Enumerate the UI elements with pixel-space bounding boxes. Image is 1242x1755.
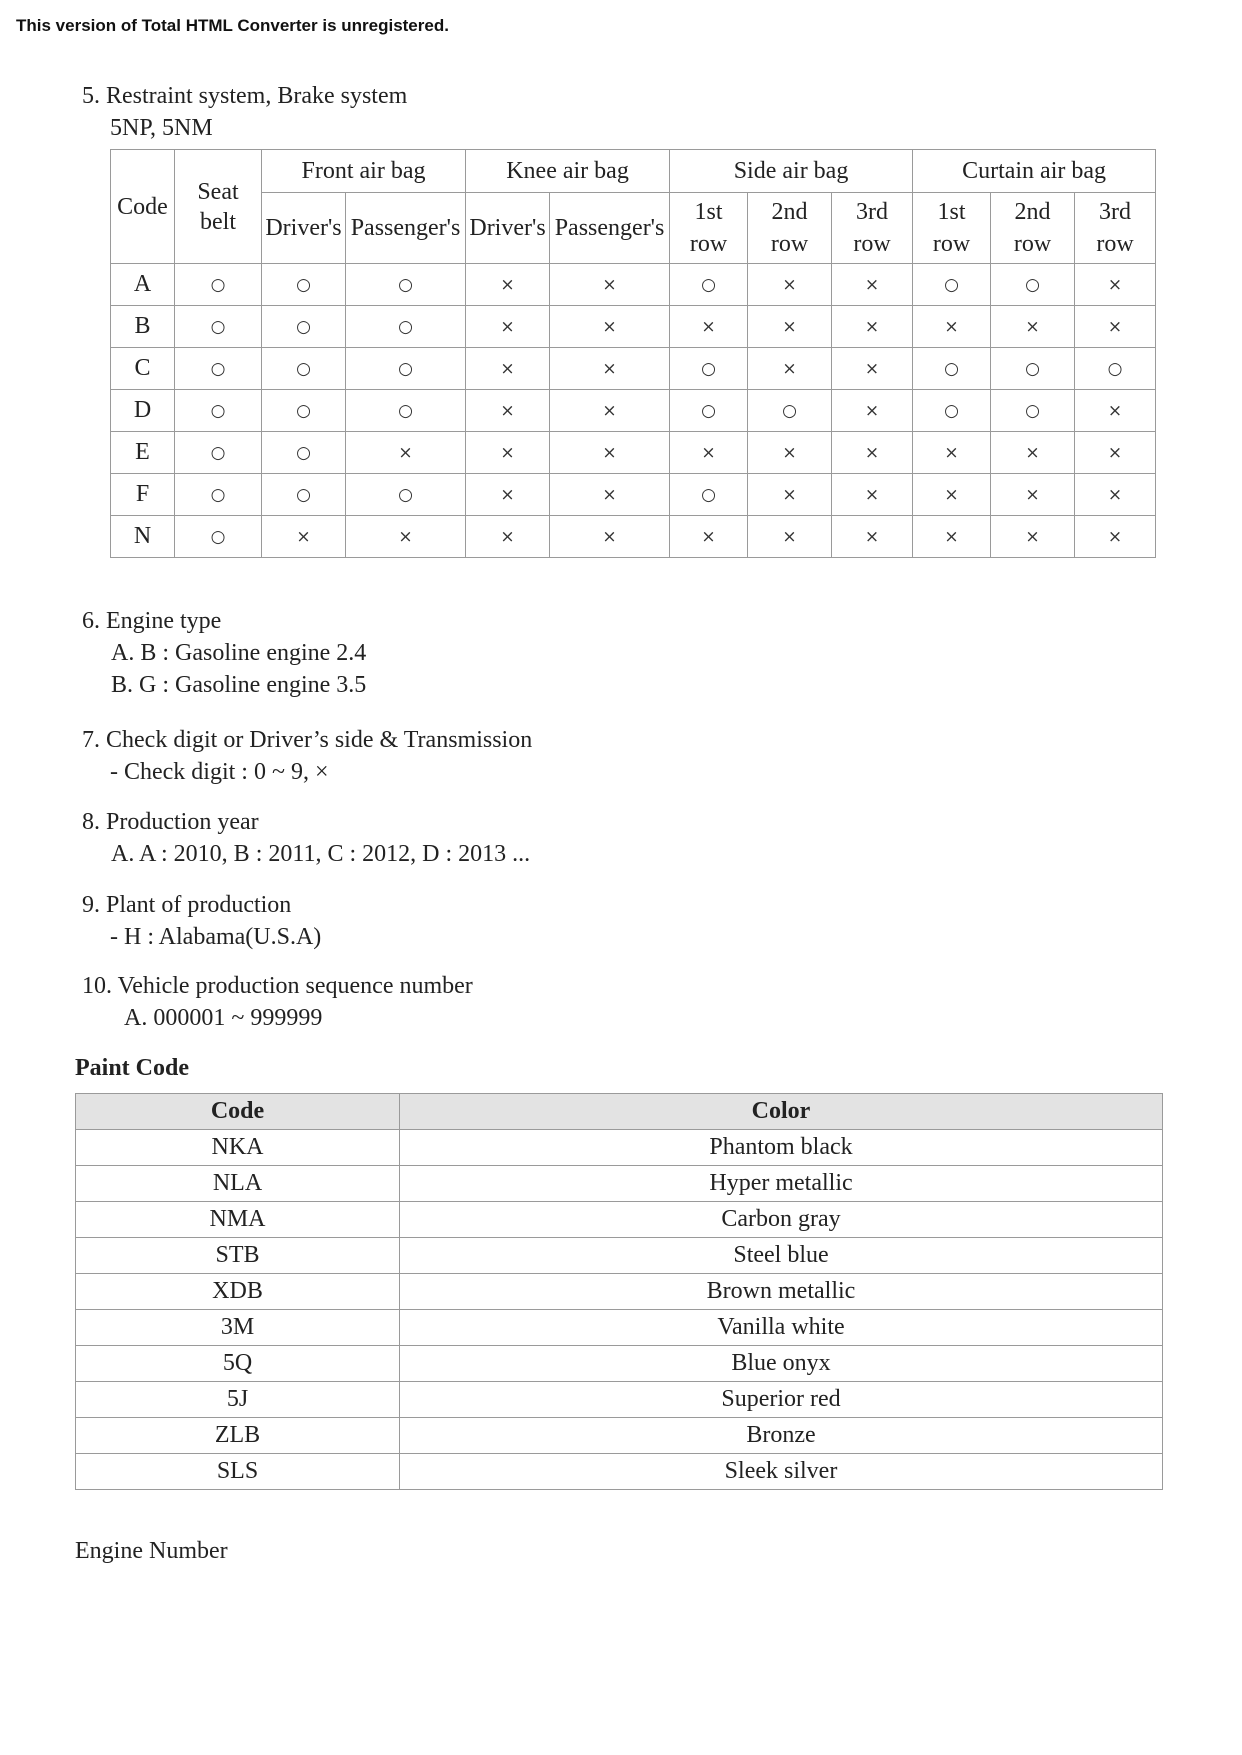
header-side-air-bag: Side air bag [670, 150, 913, 193]
cell: × [466, 264, 550, 306]
table-row [111, 264, 1156, 306]
section-7-number: 7. [82, 727, 100, 753]
paint-code-heading: Paint Code [75, 1055, 189, 1081]
row-code: E [111, 432, 175, 474]
cell: × [550, 306, 670, 348]
row-code: F [111, 474, 175, 516]
cell: ○ [262, 390, 346, 432]
paint-color: Phantom black [400, 1130, 1163, 1166]
header-front-air-bag: Front air bag [262, 150, 466, 193]
section-7 [82, 724, 532, 788]
cell: ○ [175, 264, 262, 306]
section-9-item: - H : Alabama(U.S.A) [110, 924, 322, 950]
section-10 [82, 970, 473, 1034]
cell: × [748, 474, 832, 516]
section-6-number: 6. [82, 608, 100, 634]
section-9-number: 9. [82, 892, 100, 918]
cell: ○ [175, 306, 262, 348]
section-5-number: 5. [82, 83, 100, 109]
cell: ○ [175, 390, 262, 432]
header-side-row-2: 2nd row [748, 193, 832, 264]
cell: × [1075, 516, 1156, 558]
cell: × [1075, 432, 1156, 474]
paint-code: 5J [76, 1382, 400, 1418]
section-8-item: A. A : 2010, B : 2011, C : 2012, D : 2013 ... [111, 841, 531, 867]
paint-color: Sleek silver [400, 1454, 1163, 1490]
cell: ○ [346, 474, 466, 516]
paint-code: XDB [76, 1274, 400, 1310]
paint-code: STB [76, 1238, 400, 1274]
paint-color: Blue onyx [400, 1346, 1163, 1382]
cell: ○ [346, 390, 466, 432]
paint-color: Superior red [400, 1382, 1163, 1418]
cell: × [670, 516, 748, 558]
section-5-models: 5NP, 5NM [110, 115, 213, 141]
cell: ○ [670, 390, 748, 432]
cell: × [991, 516, 1075, 558]
table-row [76, 1130, 1163, 1166]
row-code: N [111, 516, 175, 558]
unregistered-banner: This version of Total HTML Converter is unregistered. [16, 16, 449, 35]
cell: × [991, 306, 1075, 348]
cell: × [550, 432, 670, 474]
section-10-item: A. 000001 ~ 999999 [124, 1005, 323, 1031]
table-row [111, 516, 1156, 558]
paint-code: SLS [76, 1454, 400, 1490]
cell: ○ [670, 348, 748, 390]
paint-color: Bronze [400, 1418, 1163, 1454]
paint-code: 3M [76, 1310, 400, 1346]
cell: ○ [913, 390, 991, 432]
cell: × [1075, 474, 1156, 516]
header-curtain-row-3: 3rd row [1075, 193, 1156, 264]
header-side-row-3: 3rd row [832, 193, 913, 264]
cell: × [1075, 306, 1156, 348]
cell: ○ [262, 432, 346, 474]
header-side-row-1: 1st row [670, 193, 748, 264]
cell: × [346, 516, 466, 558]
cell: ○ [991, 348, 1075, 390]
cell: × [1075, 264, 1156, 306]
cell: ○ [346, 264, 466, 306]
section-10-number: 10. [82, 973, 112, 999]
cell: ○ [748, 390, 832, 432]
cell: × [550, 474, 670, 516]
section-9-title: Plant of production [106, 892, 292, 918]
header-front-passengers: Passenger's [346, 193, 466, 264]
cell: × [466, 474, 550, 516]
restraint-system-table [110, 149, 1156, 558]
cell: × [1075, 390, 1156, 432]
paint-color: Steel blue [400, 1238, 1163, 1274]
header-seat-belt: Seat belt [175, 150, 262, 264]
section-8-title: Production year [106, 809, 259, 835]
cell: × [832, 348, 913, 390]
cell: × [913, 474, 991, 516]
section-10-title: Vehicle production sequence number [117, 973, 473, 999]
cell: ○ [991, 390, 1075, 432]
table-row [76, 1418, 1163, 1454]
cell: × [832, 432, 913, 474]
cell: ○ [346, 348, 466, 390]
cell: × [748, 516, 832, 558]
section-9 [82, 889, 321, 953]
cell: ○ [262, 306, 346, 348]
cell: × [832, 306, 913, 348]
header-knee-passengers: Passenger's [550, 193, 670, 264]
table-row [76, 1310, 1163, 1346]
row-code: C [111, 348, 175, 390]
header-front-drivers: Driver's [262, 193, 346, 264]
section-7-title: Check digit or Driver’s side & Transmission [106, 727, 533, 753]
cell: ○ [262, 474, 346, 516]
cell: × [346, 432, 466, 474]
table-row [76, 1382, 1163, 1418]
cell: × [466, 348, 550, 390]
cell: × [913, 432, 991, 474]
header-code: Code [76, 1094, 400, 1130]
section-5 [82, 80, 407, 144]
cell: × [262, 516, 346, 558]
cell: ○ [991, 264, 1075, 306]
table-row [76, 1166, 1163, 1202]
table-row [111, 474, 1156, 516]
paint-color: Brown metallic [400, 1274, 1163, 1310]
cell: × [466, 306, 550, 348]
table-row [76, 1202, 1163, 1238]
section-6-item: B. G : Gasoline engine 3.5 [111, 672, 367, 698]
engine-number-heading: Engine Number [75, 1538, 228, 1564]
cell: ○ [670, 474, 748, 516]
header-curtain-air-bag: Curtain air bag [913, 150, 1156, 193]
header-color: Color [400, 1094, 1163, 1130]
cell: × [913, 306, 991, 348]
section-6-title: Engine type [106, 608, 222, 634]
section-7-item: - Check digit : 0 ~ 9, × [110, 759, 329, 785]
cell: × [913, 516, 991, 558]
header-code: Code [111, 150, 175, 264]
section-6-item: A. B : Gasoline engine 2.4 [111, 640, 367, 666]
table-row [111, 432, 1156, 474]
cell: × [748, 264, 832, 306]
paint-code: ZLB [76, 1418, 400, 1454]
paint-color: Hyper metallic [400, 1166, 1163, 1202]
paint-color: Carbon gray [400, 1202, 1163, 1238]
cell: ○ [262, 264, 346, 306]
cell: ○ [175, 348, 262, 390]
cell: × [670, 432, 748, 474]
paint-color: Vanilla white [400, 1310, 1163, 1346]
header-curtain-row-1: 1st row [913, 193, 991, 264]
cell: ○ [262, 348, 346, 390]
cell: × [550, 348, 670, 390]
header-knee-drivers: Driver's [466, 193, 550, 264]
paint-code: NKA [76, 1130, 400, 1166]
cell: × [832, 516, 913, 558]
cell: × [550, 516, 670, 558]
table-row [76, 1454, 1163, 1490]
table-row [111, 348, 1156, 390]
cell: × [550, 264, 670, 306]
cell: × [748, 306, 832, 348]
cell: ○ [175, 474, 262, 516]
cell: ○ [913, 264, 991, 306]
paint-code-table [75, 1093, 1163, 1490]
cell: ○ [670, 264, 748, 306]
table-row [76, 1346, 1163, 1382]
cell: × [832, 390, 913, 432]
row-code: D [111, 390, 175, 432]
paint-code: NMA [76, 1202, 400, 1238]
cell: × [991, 474, 1075, 516]
cell: ○ [1075, 348, 1156, 390]
cell: × [466, 516, 550, 558]
cell: × [748, 432, 832, 474]
cell: × [550, 390, 670, 432]
table-row [76, 1274, 1163, 1310]
table-row [76, 1238, 1163, 1274]
cell: × [832, 474, 913, 516]
cell: × [991, 432, 1075, 474]
row-code: B [111, 306, 175, 348]
section-8 [82, 806, 530, 870]
section-8-number: 8. [82, 809, 100, 835]
cell: × [832, 264, 913, 306]
cell: × [466, 432, 550, 474]
cell: × [670, 306, 748, 348]
cell: ○ [346, 306, 466, 348]
cell: × [466, 390, 550, 432]
paint-code: 5Q [76, 1346, 400, 1382]
section-5-title: Restraint system, Brake system [106, 83, 408, 109]
table-row [111, 306, 1156, 348]
cell: × [748, 348, 832, 390]
cell: ○ [913, 348, 991, 390]
table-row [111, 390, 1156, 432]
cell: ○ [175, 516, 262, 558]
cell: ○ [175, 432, 262, 474]
row-code: A [111, 264, 175, 306]
section-6 [82, 605, 366, 701]
header-knee-air-bag: Knee air bag [466, 150, 670, 193]
paint-code: NLA [76, 1166, 400, 1202]
header-curtain-row-2: 2nd row [991, 193, 1075, 264]
